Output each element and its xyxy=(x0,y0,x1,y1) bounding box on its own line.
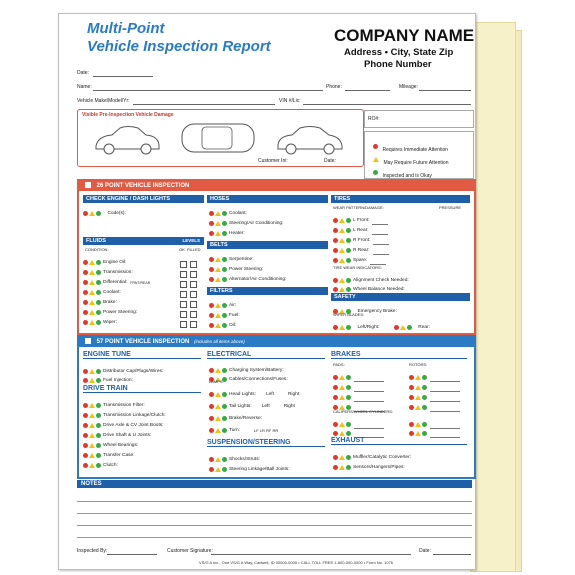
item-label: L Front: xyxy=(353,218,370,224)
item-label: Wheel Balance Needed: xyxy=(353,287,405,293)
safety-header: SAFETY xyxy=(331,293,470,301)
item-label: Transmission: xyxy=(103,270,133,276)
red-status-icon[interactable] xyxy=(333,431,338,436)
wear-pattern-label: WEAR PATTERN/DAMAGE: xyxy=(333,205,384,210)
yellow-status-icon[interactable] xyxy=(89,211,95,216)
yellow-status-icon[interactable] xyxy=(215,467,221,472)
section-57-checkbox[interactable] xyxy=(85,338,91,344)
date-field[interactable] xyxy=(93,76,153,77)
red-status-icon xyxy=(373,144,378,149)
drive-train-header: DRIVE TRAIN xyxy=(83,385,201,393)
yellow-status-icon[interactable] xyxy=(215,392,221,397)
green-status-icon[interactable] xyxy=(96,463,101,468)
yellow-status-icon[interactable] xyxy=(89,378,95,383)
electrical-header: ELECTRICAL xyxy=(207,351,325,359)
brake-check-row[interactable] xyxy=(333,399,384,407)
green-status-icon[interactable] xyxy=(222,467,227,472)
legend-red-label: Requires Immediate Attention xyxy=(382,147,449,153)
green-status-icon[interactable] xyxy=(222,428,227,433)
red-status-icon[interactable] xyxy=(209,467,214,472)
green-status-icon[interactable] xyxy=(222,392,227,397)
notes-line[interactable] xyxy=(77,537,472,538)
green-status-icon[interactable] xyxy=(346,465,351,470)
date-label: Date: xyxy=(77,70,89,76)
caliper-check-row[interactable] xyxy=(409,416,460,424)
red-status-icon[interactable] xyxy=(209,392,214,397)
inspection-row[interactable] xyxy=(333,459,405,471)
item-label: Coolant: xyxy=(229,211,247,217)
item-label: Fuel Injection: xyxy=(103,378,133,384)
notes-header xyxy=(77,480,472,488)
brake-check-row[interactable] xyxy=(333,379,384,387)
item-label: Oil: xyxy=(229,323,237,329)
car-side-right-icon xyxy=(274,120,346,158)
item-label: Transfer Case: xyxy=(103,453,135,459)
yellow-status-icon[interactable] xyxy=(339,465,345,470)
inspection-row[interactable] xyxy=(209,461,290,473)
item-label: Sensors/Hangers/Pipes: xyxy=(353,465,405,471)
item-label: Heater: xyxy=(229,231,245,237)
inspection-row[interactable] xyxy=(333,222,388,234)
green-status-icon[interactable] xyxy=(346,258,351,263)
red-status-icon[interactable] xyxy=(83,378,88,383)
company-name: COMPANY NAME xyxy=(334,26,475,45)
inspection-row[interactable] xyxy=(333,232,389,244)
mileage-field[interactable] xyxy=(419,90,471,91)
report-title-line2: Vehicle Inspection Report xyxy=(87,38,271,55)
green-status-icon[interactable] xyxy=(346,431,351,436)
brake-check-row[interactable] xyxy=(409,389,460,397)
item-label: Serpentine: xyxy=(229,257,254,263)
fine-print: VS/G A Inc., One VS/G A Way, Cadwell, ID 00000-0000 • CALL TOLL FREE 1-800-000-0000 • Form No. 1076 xyxy=(199,560,394,565)
inspection-row[interactable] xyxy=(333,272,409,284)
brake-check-row[interactable] xyxy=(409,399,460,407)
inspection-row[interactable] xyxy=(83,294,117,306)
brake-check-row[interactable] xyxy=(409,369,460,377)
item-label: Transmission Linkage/Clutch: xyxy=(103,413,166,419)
green-status-icon[interactable] xyxy=(346,287,351,292)
section-57-title: 57 POINT VEHICLE INSPECTION xyxy=(96,339,190,345)
item-label: Tail Lights: xyxy=(229,404,252,410)
inspection-row[interactable] xyxy=(209,307,240,319)
item-label: Engine Oil: xyxy=(103,260,127,266)
green-status-icon[interactable] xyxy=(422,431,427,436)
wiper-blades-label: WIPER BLADES: xyxy=(333,312,365,317)
item-label: Emergency Brake: xyxy=(357,309,397,315)
item-label: R Rear: xyxy=(353,248,370,254)
customer-ini-label: Customer Ini: xyxy=(258,158,288,164)
engine-tune-header: ENGINE TUNE xyxy=(83,351,201,359)
green-status-icon[interactable] xyxy=(346,325,351,330)
yellow-status-icon[interactable] xyxy=(339,431,345,436)
red-status-icon[interactable] xyxy=(409,405,414,410)
green-status-icon[interactable] xyxy=(96,320,101,325)
caliper-check-row[interactable] xyxy=(409,425,460,433)
pads-label: PADS: xyxy=(333,362,345,367)
item-label: L Rear: xyxy=(353,228,369,234)
belts-header: BELTS xyxy=(207,241,328,249)
left-label: Left xyxy=(261,404,270,410)
vehicle-field[interactable] xyxy=(133,104,275,105)
item-label: Brake/Reverse: xyxy=(229,416,263,422)
vin-label: VIN #/Lic: xyxy=(279,98,301,104)
brakes-header: BRAKES xyxy=(331,351,467,359)
inspection-row[interactable] xyxy=(83,407,166,419)
phone-label: Phone: xyxy=(326,84,342,90)
inspection-row[interactable] xyxy=(333,212,388,224)
red-status-icon[interactable] xyxy=(333,258,338,263)
customer-signature-field[interactable] xyxy=(211,554,411,555)
brake-check-row[interactable] xyxy=(333,369,384,377)
inspection-row[interactable] xyxy=(209,451,260,463)
yellow-status-icon xyxy=(373,157,379,162)
item-label: Drive Axle & CV Joint Boots: xyxy=(103,423,164,429)
item-label: Steering/Air Conditioning: xyxy=(229,221,284,227)
inspection-row[interactable] xyxy=(83,264,133,276)
inspection-row[interactable] xyxy=(83,372,133,384)
phone-field[interactable] xyxy=(345,90,390,91)
inspection-row[interactable] xyxy=(83,304,138,316)
brake-check-row[interactable] xyxy=(409,379,460,387)
inspection-row[interactable] xyxy=(83,437,139,449)
item-label: Charging System/Battery: xyxy=(229,368,284,374)
inspection-row[interactable] xyxy=(333,319,430,331)
right-label: Right xyxy=(283,404,295,410)
tires-header: TIRES xyxy=(331,195,470,203)
item-label: Coolant: xyxy=(103,290,121,296)
name-label: Name: xyxy=(77,84,92,90)
lamps-label: LAMPS: xyxy=(209,379,224,384)
condition-label: CONDITION: xyxy=(85,247,109,252)
legend-yellow-label: May Require Future Attention xyxy=(383,160,449,166)
yellow-status-icon[interactable] xyxy=(415,431,421,436)
item-label: Air: xyxy=(229,303,237,309)
green-status-icon[interactable] xyxy=(96,378,101,383)
inspection-row[interactable] xyxy=(83,284,121,296)
item-label: Steering Linkage/Ball Joints: xyxy=(229,467,290,473)
item-label: Power Steering: xyxy=(103,310,138,316)
inspection-row[interactable] xyxy=(333,449,412,461)
rotors-label: ROTORS: xyxy=(409,362,428,367)
inspection-row[interactable] xyxy=(83,447,135,459)
inspection-row[interactable] xyxy=(83,254,127,266)
yellow-status-icon[interactable] xyxy=(339,287,345,292)
yellow-status-icon[interactable] xyxy=(89,320,95,325)
section-57-point xyxy=(77,335,476,479)
ok-checkbox[interactable] xyxy=(180,321,187,328)
yellow-status-icon[interactable] xyxy=(215,416,221,421)
item-label: Head Lights: xyxy=(229,392,256,398)
company-phone: Phone Number xyxy=(364,59,432,70)
notes-title: NOTES xyxy=(81,481,102,487)
red-status-icon[interactable] xyxy=(209,404,214,409)
inspection-row[interactable] xyxy=(209,362,284,374)
section-57-note: (includes all items above) xyxy=(194,339,245,344)
inspection-row[interactable] xyxy=(83,314,117,326)
turn-positions: LF LR RF RR xyxy=(254,428,279,434)
inspection-row[interactable] xyxy=(209,215,284,227)
filled-label: FILLED xyxy=(187,247,201,252)
inspection-row[interactable] xyxy=(83,397,145,409)
inspection-row[interactable] xyxy=(209,410,263,422)
item-label: Turn: xyxy=(229,428,241,434)
right-label: Right xyxy=(287,392,300,398)
damage-date-label: Date: xyxy=(324,158,336,164)
green-status-icon[interactable] xyxy=(222,404,227,409)
inspection-row[interactable] xyxy=(209,317,237,329)
red-status-icon[interactable] xyxy=(209,277,214,282)
legend-green-label: Inspected and is Okay xyxy=(382,173,432,179)
fluids-title: FLUIDS xyxy=(86,238,106,244)
green-status-icon[interactable] xyxy=(222,231,227,236)
green-status-icon xyxy=(373,170,378,175)
green-status-icon[interactable] xyxy=(222,323,227,328)
left-label: Left xyxy=(265,392,274,398)
inspection-row[interactable] xyxy=(209,251,254,263)
tread-label: TIRE WEAR INDICATORS: xyxy=(333,265,382,270)
green-status-icon[interactable] xyxy=(222,416,227,421)
inspection-row[interactable] xyxy=(209,297,237,309)
inspection-row[interactable] xyxy=(83,417,164,429)
inspection-row[interactable] xyxy=(333,242,389,254)
green-status-icon[interactable] xyxy=(407,325,412,330)
yellow-status-icon[interactable] xyxy=(415,405,421,410)
red-status-icon[interactable] xyxy=(394,325,399,330)
car-side-left-icon xyxy=(92,120,162,158)
section-26-checkbox[interactable] xyxy=(85,182,91,188)
item-label: Wheel Bearings: xyxy=(103,443,139,449)
item-label: Code(s): xyxy=(107,211,126,217)
item-label: Left/Right: xyxy=(357,325,380,331)
vin-field[interactable] xyxy=(303,104,471,105)
item-label: Spare: xyxy=(353,258,368,264)
item-label: Cables/Connections/Fuses: xyxy=(229,377,288,383)
green-status-icon[interactable] xyxy=(96,211,101,216)
yellow-status-icon[interactable] xyxy=(89,463,95,468)
check-engine-header: CHECK ENGINE / DASH LIGHTS xyxy=(83,195,204,203)
section-57-header xyxy=(79,337,474,347)
carbon-copy-sheet xyxy=(470,22,516,572)
name-field[interactable] xyxy=(93,90,323,91)
notes-line[interactable] xyxy=(77,501,472,502)
inspection-row[interactable] xyxy=(83,457,118,469)
exhaust-header: EXHAUST xyxy=(331,437,467,445)
yellow-status-icon[interactable] xyxy=(339,325,345,330)
inspection-row[interactable] xyxy=(333,252,386,264)
section-26-title: 26 POINT VEHICLE INSPECTION xyxy=(96,183,190,189)
item-label: Alternator/Air Conditioning: xyxy=(229,277,287,283)
red-status-icon[interactable] xyxy=(333,465,338,470)
item-label: Brake: xyxy=(103,300,117,306)
customer-signature-label: Customer Signature: xyxy=(167,548,213,554)
item-label: Drive Shaft & U Joints: xyxy=(103,433,152,439)
item-label: Muffler/Catalytic Converter: xyxy=(353,455,412,461)
company-address: Address • City, State Zip xyxy=(344,47,454,58)
suspension-header: SUSPENSION/STEERING xyxy=(207,439,325,447)
footer-date-label: Date: xyxy=(419,548,431,554)
ro-number-box[interactable] xyxy=(364,110,474,128)
differential-note: FRNT/REAR xyxy=(130,280,151,285)
ro-label: RO#: xyxy=(368,116,380,122)
red-status-icon[interactable] xyxy=(83,320,88,325)
yellow-status-icon[interactable] xyxy=(215,428,221,433)
inspected-by-field[interactable] xyxy=(107,554,157,555)
item-label: Shocks/Struts: xyxy=(229,457,260,463)
entry-line[interactable] xyxy=(430,411,460,412)
item-label: Differential: xyxy=(103,280,128,286)
item-label: Distributor Cap/Plugs/Wires: xyxy=(103,369,164,375)
red-status-icon[interactable] xyxy=(209,416,214,421)
item-label: Transmission Filter: xyxy=(103,403,145,409)
inspection-row[interactable] xyxy=(333,281,405,293)
inspection-row[interactable] xyxy=(83,274,151,286)
status-legend xyxy=(364,131,474,179)
yellow-status-icon[interactable] xyxy=(215,404,221,409)
inspection-row[interactable] xyxy=(209,386,300,398)
vehicle-damage-box[interactable] xyxy=(77,109,364,167)
car-top-view-icon xyxy=(178,116,258,160)
green-status-icon[interactable] xyxy=(222,277,227,282)
inspection-row[interactable] xyxy=(209,205,247,217)
calipers-label: CALIPERS/WHEEL CYLINDERS: xyxy=(333,409,394,414)
yellow-status-icon[interactable] xyxy=(215,323,221,328)
item-label: Fuel: xyxy=(229,313,240,319)
section-26-point xyxy=(77,179,476,335)
fluids-header xyxy=(83,237,204,245)
inspection-row[interactable] xyxy=(209,225,245,237)
item-label: Clutch: xyxy=(103,463,118,469)
inspection-row[interactable] xyxy=(209,422,279,434)
red-status-icon[interactable] xyxy=(209,231,214,236)
report-title-line1: Multi-Point xyxy=(87,20,165,37)
caliper-check-row[interactable] xyxy=(333,416,384,424)
yellow-status-icon[interactable] xyxy=(339,258,345,263)
inspection-form xyxy=(58,13,476,570)
item-label: Power Steering: xyxy=(229,267,264,273)
section-26-header xyxy=(79,181,474,191)
levels-label: LEVELS xyxy=(182,238,200,243)
red-status-icon[interactable] xyxy=(209,428,214,433)
inspection-row[interactable] xyxy=(209,261,264,273)
item-label: Rear: xyxy=(418,325,430,331)
red-status-icon[interactable] xyxy=(409,431,414,436)
pressure-label: PRESSURE xyxy=(439,205,462,210)
vehicle-label: Vehicle Make/Model/Yr: xyxy=(77,98,130,104)
red-status-icon[interactable] xyxy=(83,211,88,216)
yellow-status-icon[interactable] xyxy=(215,277,221,282)
red-status-icon[interactable] xyxy=(333,287,338,292)
item-label: Wiper: xyxy=(103,320,117,326)
inspected-by-label: Inspected By: xyxy=(77,548,108,554)
damage-title: Visible Pre-Inspection Vehicle Damage xyxy=(82,112,174,118)
inspection-row[interactable] xyxy=(209,398,295,410)
green-status-icon[interactable] xyxy=(422,405,427,410)
inspection-row[interactable] xyxy=(83,205,126,217)
item-label: Alignment Check Needed: xyxy=(353,278,409,284)
red-status-icon[interactable] xyxy=(83,463,88,468)
notes-line[interactable] xyxy=(77,525,472,526)
inspection-row[interactable] xyxy=(209,271,287,283)
brake-check-row[interactable] xyxy=(333,389,384,397)
red-status-icon[interactable] xyxy=(333,325,338,330)
mileage-label: Mileage: xyxy=(399,84,418,90)
item-label: R Front: xyxy=(353,238,371,244)
yellow-status-icon[interactable] xyxy=(400,325,406,330)
caliper-check-row[interactable] xyxy=(333,425,384,433)
filled-checkbox[interactable] xyxy=(190,321,197,328)
filters-header: FILTERS xyxy=(207,287,328,295)
ok-label: OK xyxy=(179,247,185,252)
red-status-icon[interactable] xyxy=(209,323,214,328)
notes-line[interactable] xyxy=(77,513,472,514)
inspection-row[interactable] xyxy=(83,363,164,375)
footer-date-field[interactable] xyxy=(433,554,471,555)
yellow-status-icon[interactable] xyxy=(215,231,221,236)
inspection-row[interactable] xyxy=(83,427,152,439)
hoses-header: HOSES xyxy=(207,195,328,203)
